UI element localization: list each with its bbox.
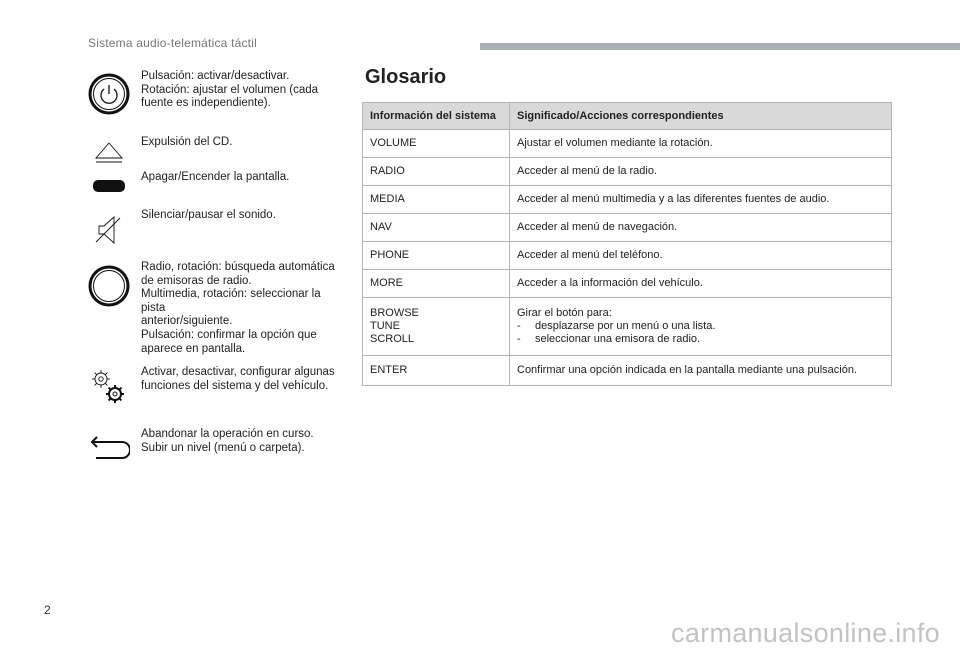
glossary-key: MEDIA: [363, 186, 510, 214]
watermark: carmanualsonline.info: [671, 618, 940, 648]
glossary-subitem-text: seleccionar una emisora de radio.: [535, 333, 701, 345]
knob-icon: [88, 265, 130, 307]
glossary-subitem: - seleccionar una emisora de radio.: [517, 333, 701, 345]
mute-icon: [88, 209, 130, 251]
glossary-key-line: BROWSE: [370, 307, 419, 319]
glossary-key: MORE: [363, 270, 510, 298]
control-text-line: aparece en pantalla.: [141, 342, 246, 355]
table-row: [363, 356, 892, 386]
glossary-value: Acceder al menú del teléfono.: [510, 242, 892, 270]
settings-gears-icon: [88, 366, 130, 408]
glossary-key-line: TUNE: [370, 320, 400, 332]
glossary-key: RADIO: [363, 158, 510, 186]
back-arrow-icon: [88, 428, 130, 470]
glossary-header-key: Información del sistema: [363, 103, 510, 130]
glossary-value: [510, 298, 892, 356]
glossary-key: [363, 298, 510, 356]
control-text-line: Abandonar la operación en curso.: [141, 428, 314, 440]
glossary-value: Acceder al menú de la radio.: [510, 158, 892, 186]
control-text-line: Radio, rotación: búsqueda automática: [141, 261, 335, 273]
glossary-value-line: Girar el botón para:: [517, 307, 612, 319]
control-text-line: anterior/siguiente.: [141, 315, 233, 328]
glossary-subitem: - desplazarse por un menú o una lista.: [517, 320, 716, 332]
table-row: [363, 158, 892, 186]
glossary-subitem-text: desplazarse por un menú o una lista.: [535, 320, 716, 332]
glossary-header-value: Significado/Acciones correspondientes: [510, 103, 892, 130]
control-text-line: fuente es independiente).: [141, 97, 271, 110]
table-row: [363, 130, 892, 158]
header-title: Sistema audio-telemática táctil: [88, 36, 257, 50]
table-row: [363, 214, 892, 242]
glossary-key-line: SCROLL: [370, 333, 415, 345]
power-knob-icon: [88, 73, 130, 115]
glossary-title: Glosario: [365, 66, 447, 88]
control-text-line: Pulsación: activar/desactivar.: [141, 70, 290, 82]
control-text-line: de emisoras de radio.: [141, 274, 252, 287]
table-row: [363, 298, 892, 356]
table-row: [363, 186, 892, 214]
control-text-line: funciones del sistema y del vehículo.: [141, 379, 329, 392]
control-text-line: Expulsión del CD.: [141, 136, 233, 148]
table-row: [363, 270, 892, 298]
control-text-line: Silenciar/pausar el sonido.: [141, 209, 276, 221]
control-text-line: Pulsación: confirmar la opción que: [141, 328, 317, 341]
glossary-value: Acceder a la información del vehículo.: [510, 270, 892, 298]
table-row: [363, 242, 892, 270]
header-bar: [480, 43, 960, 50]
glossary-value: Ajustar el volumen mediante la rotación.: [510, 130, 892, 158]
control-text-line: Apagar/Encender la pantalla.: [141, 171, 290, 183]
page-number: 2: [44, 603, 51, 617]
screen-toggle-icon: [88, 165, 130, 207]
glossary-value: Acceder al menú multimedia y a las diferentes fuentes de audio.: [510, 186, 892, 214]
control-text-line: Subir un nivel (menú o carpeta).: [141, 441, 305, 454]
glossary-key: VOLUME: [363, 130, 510, 158]
glossary-key: NAV: [363, 214, 510, 242]
control-text-line: Multimedia, rotación: seleccionar la pista: [141, 288, 321, 314]
glossary-value: Confirmar una opción indicada en la pantalla mediante una pulsación.: [510, 356, 892, 386]
glossary-key: PHONE: [363, 242, 510, 270]
glossary-header-row: [363, 103, 892, 130]
glossary-key: ENTER: [363, 356, 510, 386]
glossary-value: Acceder al menú de navegación.: [510, 214, 892, 242]
control-text-line: Activar, desactivar, configurar algunas: [141, 366, 335, 378]
control-text-line: Rotación: ajustar el volumen (cada: [141, 83, 319, 96]
glossary-table: [362, 102, 892, 386]
